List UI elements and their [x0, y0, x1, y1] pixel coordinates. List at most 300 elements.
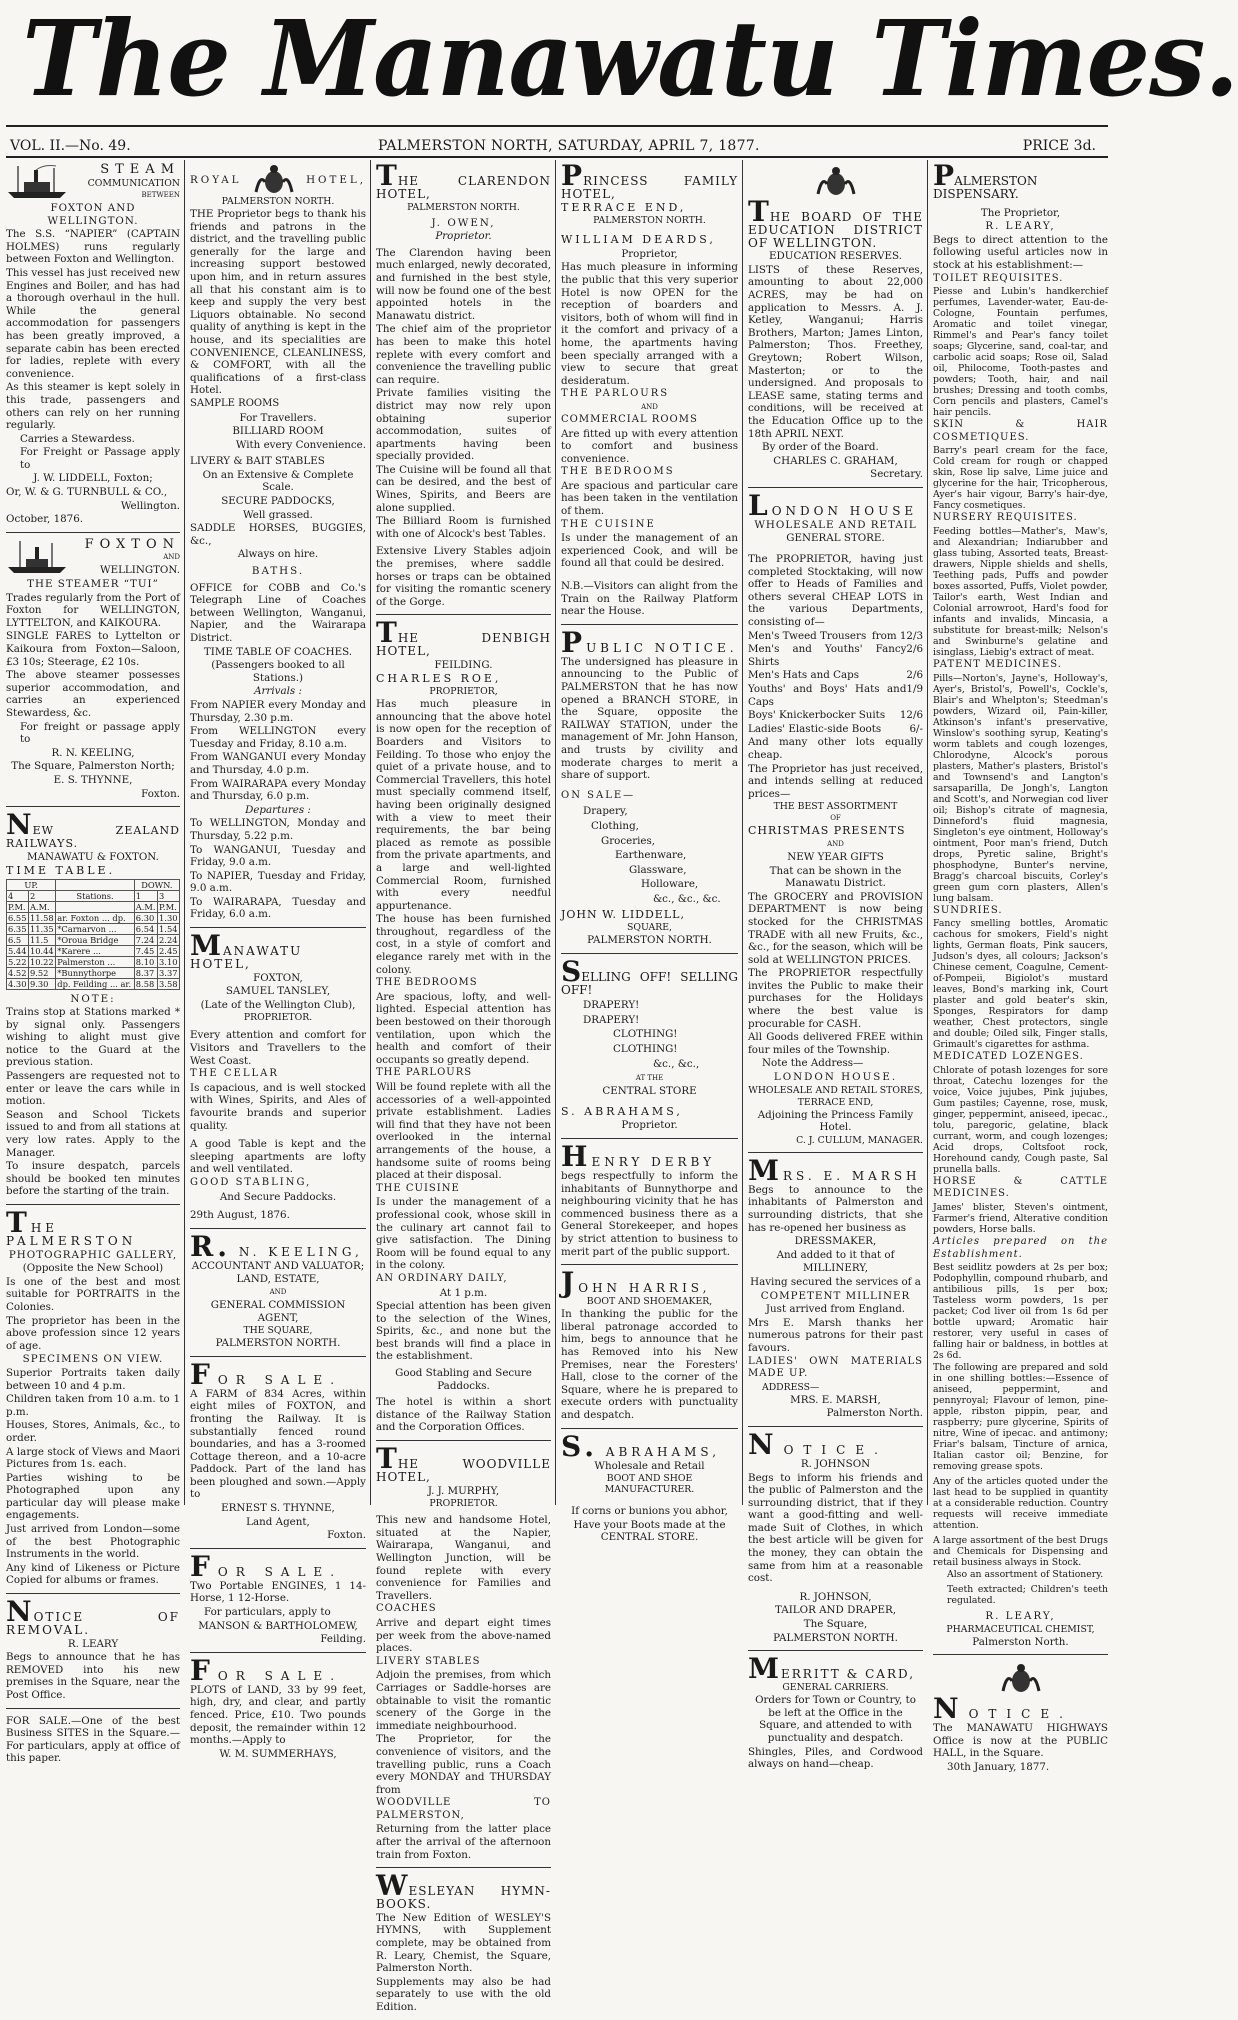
ad-text: On an Extensive & Complete Scale. [202, 468, 354, 494]
table-cell: 4.30 [8, 978, 27, 989]
ad-london-house [748, 490, 923, 1153]
ad-clarendon-hotel [376, 160, 551, 615]
ad-heading: NOTICE. [933, 1692, 1073, 1726]
ad-heading: THE PALMERSTON [6, 1206, 137, 1248]
ad-text: TAILOR AND DRAPER, [774, 1604, 896, 1617]
item-name: Youths' and Boys' Hats and Caps [748, 683, 907, 708]
ad-subheading: R. JOHNSON [800, 1457, 871, 1470]
ad-subheading: THE BEDROOMS [561, 466, 675, 478]
ad-text: Best seidlitz powders at 2s per box; Podophyllin, compound rhubarb, and antibilious pills, 1s per box; Tasteless worm powders, 1s per packet; Cod liver oil from 1s 6d per bottle upward; Aromatic hair restorer, very useful in cases of falling hair or baldness, in bottles at 2s 6d. [933, 1262, 1108, 1362]
table-cell: 7.45 [134, 945, 157, 956]
ad-subheading: PALMERSTON NORTH. [407, 201, 520, 213]
list-item: Clothing, [591, 819, 639, 832]
ad-subheading: COMMUNICATION [87, 177, 180, 189]
ad-text: ERNEST S. THYNNE, [221, 1502, 335, 1515]
ad-text: Just arrived from England. [765, 1303, 906, 1316]
ad-heading: FOR SALE. [190, 1653, 343, 1687]
timetable-header: A.M. [28, 901, 55, 912]
ad-heading: THE BOARD OF THE EDUCATION DISTRICT OF WELLINGTON. [748, 195, 923, 250]
ad-heading: R. N. KEELING, [190, 1229, 363, 1263]
table-cell: 9.30 [28, 978, 55, 989]
list-item: Groceries, [601, 834, 656, 847]
ad-subheading: Arrivals : [254, 685, 302, 698]
ad-text: Private families visiting the district may now rely upon obtaining superior accommodation, suites of apartments having been specially provided. [376, 387, 551, 463]
ad-heading: PUBLIC NOTICE. [561, 625, 738, 659]
ad-heading: FOR SALE. [190, 1549, 343, 1583]
ad-text: MRS. E. MARSH, [790, 1393, 881, 1406]
ad-text: If corns or bunions you abhor, [571, 1505, 728, 1518]
table-cell: 7.24 [134, 934, 157, 945]
ad-text: Secretary. [870, 468, 923, 481]
table-cell: 11.5 [28, 934, 55, 945]
table-cell: 3.58 [159, 978, 178, 989]
ad-text: Feeding bottles—Mather's, Maw's, and Alexandrian; Indiarubber and glass tubing, Assorted teats, Breast-drawers, Nipple shields and shells, Teething pads, Puffs and powder boxes assorted, Puffs, Violet powder, Tailor's earth, West Indian and Colonial arrowroot, Hard's food for infants and invalids, Mincasia, a substitute for breast-milk; Nelson's and Swinburne's gelatine and isinglass, Liebig's extract of meat. [933, 525, 1108, 658]
ad-subheading: WOODVILLE TO PALMERSTON, [376, 1797, 551, 1821]
timetable-title: TIME TABLE. [6, 863, 116, 877]
ad-subheading: THE CELLAR [190, 1068, 279, 1080]
list-item: DRAPERY! [583, 999, 640, 1012]
ad-text: begs respectfully to inform the inhabitants of Bunnythorpe and neighbouring vicinity that he has commenced business there as a General Storekeeper, and hopes by strict attention to business to merit part of the public support. [561, 1170, 738, 1258]
ad-text: The above steamer possesses superior accommodation, and carries an experienced Stewardess, &c. [6, 669, 180, 719]
ad-text: Children taken from 10 a.m. to 1 p.m. [6, 1393, 180, 1418]
ad-text: Is under the management of a professional cook, whose skill in the culinary art cannot fail to give satisfaction. The Dining Room will be found equal to any in the colony. [376, 1196, 551, 1272]
ad-text: The Square, [803, 1618, 868, 1631]
list-item [748, 683, 923, 708]
ad-subheading: ACCOUNTANT AND VALUATOR; [191, 1259, 365, 1272]
ad-text: Is one of the best and most suitable for PORTRAITS in the Colonies. [6, 1275, 180, 1313]
item-name: Men's and Youths' Fancy Shirts [748, 643, 907, 668]
table-cell: 11.35 [28, 923, 55, 934]
ad-heading: ROYAL [190, 173, 242, 186]
ad-subheading: SAMPLE ROOMS [190, 397, 280, 409]
list-item [748, 669, 923, 682]
ad-text: THE Proprietor begs to thank his friends and patrons in the district, and the travelling public generally for the large and increasing support bestowed upon him, and in return assures all that his constant aim is to keep and supply the very best Liquors obtainable. No second quality of anything is kept in the house, and its specialities are CONVENIENCE, CLEANLINESS, & COMFORT, with all the qualifications of a first-class Hotel. [190, 208, 366, 397]
ad-subheading: THE BEDROOMS [376, 977, 478, 989]
ad-subheading: LADIES' OWN MATERIALS MADE UP. [748, 1355, 923, 1380]
ad-text: To WAIRARAPA, Tuesday and Friday, 6.0 a.m. [190, 895, 366, 921]
list-item: Glassware, [629, 863, 687, 876]
table-cell: 6.35 [8, 923, 27, 934]
table-row [7, 978, 180, 989]
ad-text: Or, W. & G. TURNBULL & CO., [6, 486, 168, 499]
table-cell: 9.52 [28, 967, 55, 978]
ad-subheading: SAMUEL TANSLEY, [225, 985, 331, 998]
ad-text: PHARMACEUTICAL CHEMIST, [946, 1623, 1095, 1635]
ad-text: Piesse and Lubin's handkerchief perfumes, Lavender-water, Eau-de-Cologne, Fountain perfumes, Aromatic and toilet vinegar, Rimmel's and Pear's fancy toilet soaps; Glycerine, sand, coal-tar, and carbolic acid soaps; Rose oil, Salad oil, Philocome, Tooth-pastes and powders; Tooth, hair, and nail brushes; Dressing and tooth combs, Corn pencils and plasters, Camel's hair pencils. [933, 286, 1108, 419]
ad-subheading: PROPRIETOR. [429, 1498, 498, 1510]
ad-heading: MERRITT & CARD, [748, 1652, 916, 1686]
table-cell: 1.30 [159, 912, 178, 923]
column-2 [190, 160, 366, 1760]
ad-subheading: WHOLESALE AND RETAIL [754, 518, 917, 531]
steamship-icon [6, 164, 70, 202]
ad-merritt-card [748, 1653, 923, 1777]
ad-text: To WELLINGTON, Monday and Thursday, 5.22 p.m. [190, 817, 366, 842]
ad-heading: WESLEYAN HYMN-BOOKS. [376, 1869, 551, 1912]
ad-text: The chief aim of the proprietor has been to make this hotel replete with every comfort and convenience the travelling public can require. [376, 323, 551, 386]
ad-text: FOR SALE.—One of the best Business SITES in the Square.—For particulars, apply at office of this paper. [6, 1714, 180, 1765]
ad-for-sale-farm [190, 1359, 366, 1549]
ad-text: The hotel is within a short distance of the Railway Station and the Corporation Offices. [376, 1396, 551, 1434]
sale-items-list [561, 805, 738, 905]
ad-text: The proprietor has been in the above profession since 12 years of age. [6, 1314, 180, 1352]
ad-text: Note the Address— [762, 1057, 864, 1070]
ad-subheading: Wholesale and Retail [594, 1459, 705, 1472]
ad-subheading: MILLINERY, [802, 1262, 869, 1275]
ad-notice-removal [6, 1596, 180, 1709]
timetable-header: P.M. [7, 901, 29, 912]
ad-subheading: AND [641, 402, 658, 411]
ad-text: Foxton. [327, 1529, 366, 1542]
ad-text: Always on hire. [237, 548, 319, 561]
ad-text: J. W. LIDDELL, Foxton; [33, 472, 153, 485]
ad-subheading: S. ABRAHAMS, [561, 1104, 683, 1118]
timetable-header: DOWN. [134, 879, 179, 890]
timetable-header: 4 [7, 890, 29, 901]
ad-text: For Travellers. [239, 411, 317, 424]
ad-subheading: CHARLES ROE, [376, 671, 502, 685]
ad-mrs-marsh [748, 1155, 923, 1427]
ad-text: R. LEARY, [985, 1610, 1056, 1623]
ad-subheading: The Proprietor, [980, 206, 1061, 219]
ad-text: Adjoining the Princess Family Hotel. [757, 1108, 914, 1134]
masthead-rule [6, 125, 1108, 127]
ad-text: Houses, Stores, Animals, &c., to order. [6, 1419, 180, 1444]
ad-text: This new and handsome Hotel, situated at the Napier, Wairarapa, Wanganui, and Wellington Junction, will be found replete with every convenience for Families and Travellers. [376, 1514, 551, 1602]
ad-rn-keeling [190, 1231, 366, 1357]
ad-text: Palmerston North. [972, 1635, 1069, 1648]
ad-text: For freight or passage apply to [20, 720, 180, 746]
table-cell: 4.52 [8, 967, 27, 978]
ad-subheading: SECURE PADDOCKS, [221, 495, 335, 508]
ad-heading: SELLING OFF! SELLING OFF! [561, 954, 738, 997]
ad-subheading: FOXTON, [253, 971, 303, 984]
table-row [7, 945, 180, 956]
selling-off-list [561, 999, 738, 1070]
column-1 [6, 160, 180, 1765]
ad-text: Is under the management of an experienced Cook, and will be found all that could be desired. [561, 532, 738, 570]
ad-subheading: TIME TABLE OF COACHES. [203, 645, 353, 658]
ad-date: 30th January, 1877. [947, 1761, 1050, 1774]
table-cell: 6.55 [8, 912, 27, 923]
ad-heading: PALMERSTON DISPENSARY. [933, 159, 1038, 201]
ad-subheading: SKIN & HAIR COSMETIQUES. [933, 419, 1108, 443]
ad-woodville-hotel [376, 1443, 551, 1868]
ad-s-abrahams [561, 1431, 738, 1550]
ad-text: All Goods delivered FREE within four miles of the Township. [748, 1031, 923, 1056]
ad-text: E. S. THYNNE, [53, 773, 133, 786]
item-name: Men's Hats and Caps [748, 669, 859, 682]
ad-heading: S. ABRAHAMS, [561, 1429, 721, 1463]
table-row [7, 934, 180, 945]
ad-subheading: (Late of the Wellington Club), [200, 998, 356, 1011]
table-cell: 10.22 [28, 956, 55, 967]
table-cell: 1.54 [159, 923, 178, 934]
ad-subheading: WILLIAM DEARDS, [561, 233, 716, 247]
ad-subheading: J. OWEN, [431, 216, 496, 229]
ad-for-sale-site [6, 1711, 180, 1771]
ad-text: CHARLES C. GRAHAM, [773, 454, 898, 467]
ad-text: R. N. KEELING, [51, 746, 135, 759]
ad-heading: LONDON HOUSE [748, 488, 918, 522]
ad-subheading: THE CUISINE [561, 518, 656, 530]
ad-steam-napier [6, 160, 180, 533]
ad-subheading: PATENT MEDICINES. [933, 658, 1062, 670]
table-cell: *Bunnythorpe [56, 967, 135, 978]
ad-subheading: EDUCATION RESERVES. [769, 250, 902, 263]
ad-text: Proprietor. [621, 1119, 678, 1132]
list-item: Earthenware, [615, 849, 687, 862]
ad-text: From WELLINGTON every Tuesday and Friday, 8.10 a.m. [190, 725, 366, 750]
ad-manawatu-hotel [190, 930, 366, 1229]
ad-text: (Passengers booked to all Stations.) [211, 659, 345, 684]
ad-railways [6, 809, 180, 1205]
ad-text: The following are prepared and sold in one shilling bottles:—Essence of aniseed, peppermint, and pennyroyal; Flavour of lemon, pine-apple, ribston pippin, pear, and raspberry; pure glycerine, Spirits of nitre, Wine of ipecac. and antimony; Friar's balsam, Tincture of arnica, Italian castor oil; Benzine, for removing grease spots. [933, 1362, 1108, 1473]
table-cell: 8.58 [134, 978, 157, 989]
ad-text: Wellington. [120, 499, 180, 512]
timetable-header: P.M. [158, 901, 180, 912]
column-6 [933, 159, 1108, 1774]
ad-text: Fancy smelling bottles, Aromatic cachous for smokers, Field's night lights, German floats, Pink saucers, Judson's dyes, all colours; Jackson's Chinese cement, Coagulne, Cement-of-Pompeii, Bigiolot's mustard leaves, Bond's marking ink, Court plaster and gold beater's skin, Sponges, Respirators for damp weather, Chest protectors, single and double; Oiled silk, Finger stalls, Grimault's cigarettes for asthma. [933, 918, 1108, 1051]
ad-subheading: PALMERSTON NORTH. [215, 1337, 341, 1350]
ad-heading: MANAWATU HOTEL, [190, 929, 303, 972]
ad-text: SINGLE FARES to Lyttelton or Kaikoura from Foxton—Saloon, £3 10s; Steerage, £2 10s. [6, 630, 180, 668]
ad-text: LISTS of these Reserves, amounting to about 22,000 ACRES, may be had on application to Messrs. A. J. Ketley, Wanganui; Harris Brothers, Marton; James Linton, Palmerston; Thos. Freethey, Greytown; Robert Wilson, Masterton; or to the undersigned. And proposals to LEASE same, stating terms and conditions, will be received at the Education Office up to the 18th APRIL NEXT. [748, 263, 923, 440]
ad-text: Are spacious, lofty, and well-lighted. Especial attention has been bestowed on their thorough ventilation, upon which the health and comfort of their occupants so greatly depend. [376, 990, 551, 1066]
list-item [748, 630, 923, 643]
ad-text: Chlorate of potash lozenges for sore throat, Catechu lozenges for the voice, Voice jujubes, Pink jujubes, Gum pastiles; Cayenne, rose, musk, ginger, peppermint, aniseed, ipecac., tolu, paregoric, gelatine, black currant, worm, and cough lozenges; Acid drops, Coltsfoot rock, Horehound candy, Cough paste, Sal prunella balls. [933, 1064, 1108, 1175]
table-row [7, 956, 180, 967]
volume-number: VOL. II.—No. 49. [10, 138, 131, 154]
ad-henry-derby [561, 1141, 738, 1265]
ad-text: The GROCERY and PROVISION DEPARTMENT is now being stocked for the CHRISTMAS TRADE with all new Fruits, &c., &c., for the season, which will be sold at WELLINGTON PRICES. [748, 890, 923, 966]
table-cell: Palmerston ... [56, 956, 135, 967]
list-item [748, 723, 923, 736]
ad-subheading: COMMERCIAL ROOMS [561, 413, 698, 425]
ad-subheading: LAND, ESTATE, [236, 1273, 320, 1286]
ad-text: For particulars, apply to [204, 1606, 331, 1619]
ad-subheading: CHRISTMAS PRESENTS [748, 824, 906, 838]
ad-denbigh-hotel [376, 617, 551, 1441]
ad-text: Well grassed. [243, 508, 313, 521]
ad-subheading: PROPRIETOR. [243, 1012, 313, 1024]
ad-text: Carries a Stewardess. [20, 432, 135, 445]
table-cell: 6.30 [134, 912, 157, 923]
ad-text: Teeth extracted; Children's teeth regulated. [947, 1584, 1108, 1607]
ad-text: Are fitted up with every attention to comfort and business convenience. [561, 427, 738, 465]
ad-text: OFFICE for COBB and Co.'s Telegraph Line of Coaches between Wellington, Wanganui, Napier, and the Wairarapa District. [190, 581, 366, 644]
royal-crest-icon [999, 1663, 1043, 1695]
ad-text: Superior Portraits taken daily between 10 and 4 p.m. [6, 1366, 180, 1392]
ad-text: TERRACE END, [797, 1096, 874, 1108]
ad-text: The undersigned has pleasure in announcing to the Public of PALMERSTON that he has now opened a BRANCH STORE, in the Square, opposite the RAILWAY STATION, under the management of Mr. John Hanson, and trusts by civility and moderate charges to merit a share of support. [561, 655, 738, 782]
ad-subheading: AN ORDINARY DAILY, [376, 1272, 508, 1284]
ad-text: Begs to direct attention to the following useful articles now in stock at his establishment:— [933, 233, 1108, 271]
timetable-header: Stations. [56, 890, 135, 901]
ad-text: Palmerston North. [826, 1407, 923, 1420]
ad-text: And many other lots equally cheap. [748, 736, 923, 761]
ad-wesleyan-hymn-books [376, 1870, 551, 2019]
ad-date: October, 1876. [6, 513, 84, 526]
ad-text: Begs to announce to the inhabitants of Palmerston and surrounding districts, that she has re-opened her business as [748, 1183, 923, 1234]
ad-text: As this steamer is kept solely in this trade, passengers and others can rely on her running regularly. [6, 381, 180, 432]
ad-subheading: FOXTON AND WELLINGTON. [47, 202, 139, 227]
ad-text: PALMERSTON NORTH. [773, 1631, 898, 1644]
ad-text: And Secure Paddocks. [219, 1190, 337, 1203]
ad-text: That can be shown in the Manawatu District. [769, 864, 902, 890]
list-item: CLOTHING! [613, 1028, 678, 1041]
ad-text: Having secured the services of a [750, 1275, 921, 1288]
ad-text: The PROPRIETOR, having just completed Stocktaking, will now offer to Heads of Families and others several CHEAP LOTS in the various Departments, consisting of— [748, 553, 923, 629]
table-cell: 2.45 [159, 945, 178, 956]
ad-text: And added to it that of [776, 1248, 895, 1261]
ad-subheading: SPECIMENS ON VIEW. [22, 1353, 164, 1366]
ad-heading: NEW ZEALAND RAILWAYS. [6, 808, 180, 850]
royal-crest-icon [252, 164, 296, 196]
ad-subheading: Departures : [245, 803, 311, 816]
table-cell: 3.10 [159, 956, 178, 967]
ad-subheading: LONDON HOUSE. [773, 1071, 898, 1084]
ad-text: Trains stop at Stations marked * by signal only. Passengers wishing to alight must give notice to the Guard at the previous station. [6, 1006, 180, 1069]
item-price: 1/9 [906, 683, 923, 695]
column-3 [376, 159, 551, 2013]
ad-text: Shingles, Piles, and Cordwood always on hand—cheap. [748, 1745, 923, 1771]
table-row [7, 923, 180, 934]
column-divider [184, 160, 185, 1505]
ad-heading: FOR SALE. [190, 1357, 343, 1391]
ad-subheading: THE SQUARE, [243, 1325, 313, 1337]
item-price: 2/6 [906, 669, 923, 682]
ad-heading: PRINCESS FAMILY HOTEL, [561, 159, 738, 201]
ad-subheading: GENERAL COMMISSION AGENT, [210, 1298, 346, 1324]
ad-text: To NAPIER, Tuesday and Friday, 9.0 a.m. [190, 869, 366, 895]
ad-text: A good Table is kept and the sleeping apartments are lofty and well ventilated. [190, 1138, 366, 1176]
ad-text: For Freight or Passage apply to [20, 446, 180, 471]
ad-text: PALMERSTON NORTH. [587, 934, 712, 947]
table-cell: *Oroua Bridge [56, 934, 135, 945]
ad-text: This vessel has just received new Engines and Boiler, and has had a thorough overhaul in the hull. While the general accommodation for passengers has been greatly improved, a separate cabin has been erected for ladies, replete with every convenience. [6, 266, 180, 380]
ad-text: Land Agent, [246, 1515, 310, 1528]
place-date: PALMERSTON NORTH, SATURDAY, APRIL 7, 1877. [378, 138, 760, 154]
ad-text: R. JOHNSON, [799, 1590, 872, 1603]
ad-text: N.B.—Visitors can alight from the Train on the Railway Platform near the House. [561, 580, 738, 618]
ad-public-notice [561, 627, 738, 954]
price-list [748, 630, 923, 736]
ad-text: Every attention and comfort for Visitors and Travellers to the West Coast. [190, 1029, 366, 1067]
table-row [7, 967, 180, 978]
ad-text: Parties wishing to be Photographed upon any particular day will please make engagements. [6, 1471, 180, 1522]
ad-text: The house has been furnished throughout, regardless of the cost, in a style of comfort and elegance rarely met with in the colony. [376, 913, 551, 976]
ad-r-johnson [748, 1429, 923, 1651]
item-name: Ladies' Elastic-side Boots [748, 722, 882, 735]
ad-subheading: AND [163, 553, 180, 562]
ad-subheading: NURSERY REQUISITES. [933, 512, 1078, 524]
ad-text: The Proprietor, for the convenience of visitors, and the travelling public, runs a Coach every MONDAY and THURSDAY from [376, 1733, 551, 1796]
table-cell: dp. Feilding ... ar. [56, 978, 135, 989]
ad-text: Pills—Norton's, Jayne's, Holloway's, Ayer's, Bristol's, Powell's, Cockle's, Blair's and Whelpton's; Steedman's powders, Wizard oil, Pain-killer, Atkinson's infant's preservative, Winslow's soothing syrup, Keating's worm tablets and cough lozenges, Chlorodyne, Alcock's porous plasters, Mather's plasters, Bristol's and Townsend's and Langton's sarsaparilla, De Jongh's, Langton and Scott's, and Norwegian cod liver oil; Bishop's citrate of magnesia, Dinneford's fluid magnesia, Singleton's eye ointment, Holloway's ointment, Poor man's friend, Dutch drops, Pyretic saline, Bright's phosphodyne, Bunter's nervine, Bragg's charcoal biscuits, Corley's green gum corn plasters, Allen's lung balsam. [933, 672, 1108, 904]
ad-text: From NAPIER every Monday and Thursday, 2.30 p.m. [190, 698, 366, 724]
column-divider [742, 160, 743, 1505]
ad-text: Passengers are requested not to enter or leave the cars while in motion. [6, 1070, 180, 1108]
ad-text: Has much pleasure in announcing that the above hotel is now open for the reception of Boarders and Visitors to Feilding. To those who enjoy the quiet of a private house, and to Commercial Travellers, this hotel must specially commend itself, having been originally designed with a view to meet their requirements, the bar being placed as remote as possible from the private apartments, and a large and well-lighted Commercial Room, furnished with every needful appurtenance. [376, 698, 551, 912]
ad-text: With every Convenience. [235, 438, 366, 451]
table-cell: 5.22 [8, 956, 27, 967]
ad-text: Any kind of Likeness or Picture Copied for albums or frames. [6, 1561, 180, 1587]
ad-text: From WANGANUI every Monday and Thursday, 4.0 p.m. [190, 751, 366, 776]
ad-for-sale-engines [190, 1551, 366, 1653]
table-cell: 10.44 [28, 945, 55, 956]
ad-subheading: THE BEST ASSORTMENT [773, 801, 898, 813]
ad-heading: HENRY DERBY [561, 1140, 716, 1174]
ad-text: The Square, Palmerston North; [11, 760, 175, 773]
ad-text: Foxton. [141, 787, 180, 800]
ad-education-board [748, 160, 923, 488]
ad-subheading: OF [830, 814, 841, 823]
list-item: DRAPERY! [583, 1013, 640, 1026]
ad-subheading: GENERAL CARRIERS. [782, 1682, 889, 1694]
ad-text: W. M. SUMMERHAYS, [219, 1747, 337, 1760]
ad-subheading: SUNDRIES. [933, 904, 1003, 916]
ad-text: Also an assortment of Stationery. [947, 1569, 1104, 1581]
ad-text: To WANGANUI, Tuesday and Friday, 9.0 a.m. [190, 843, 366, 869]
ad-text: Feilding. [320, 1633, 366, 1646]
column-divider [555, 160, 556, 1505]
steamship-icon [6, 539, 70, 577]
timetable-header: 3 [158, 890, 180, 901]
ad-subheading: BOOT AND SHOEMAKER, [586, 1296, 713, 1308]
list-item [748, 643, 923, 668]
ad-text: Supplements may also be had separately to use with the old Edition. [376, 1975, 551, 2013]
ad-subheading: CENTRAL STORE [602, 1085, 697, 1098]
ad-text: Will be found replete with all the accessories of a well-appointed private establishment. Ladies will find that they have not been overlooked in the internal arrangements of the house, a handsome suite of rooms being placed at their disposal. [376, 1081, 551, 1182]
list-item: &c., &c., &c. [653, 892, 721, 905]
table-cell: 6.54 [134, 923, 157, 934]
ad-heading: FOXTON [84, 536, 180, 552]
dateline [8, 138, 1106, 157]
ad-subheading: THE STEAMER “TUI” [27, 578, 159, 591]
ad-subheading: COMPETENT MILLINER [760, 1289, 911, 1302]
ad-text: WHOLESALE AND RETAIL STORES, [748, 1084, 923, 1096]
table-cell: 8.37 [134, 967, 157, 978]
ad-highways-notice [933, 1657, 1108, 1779]
ad-text: The PROPRIETOR respectfully invites the Public to make their purchases for the Holidays where the best value is procurable for CASH. [748, 967, 923, 1030]
ad-subheading: THE PARLOURS [376, 1067, 473, 1079]
column-divider [927, 160, 928, 1505]
ad-subheading: NOTE: [70, 992, 116, 1005]
ad-subheading: BATHS. [251, 565, 305, 578]
ad-text: Begs to inform his friends and the public of Palmerston and the surrounding district, that if they want a good-fitting and well-made Suit of Clothes, in which the best article will be given for the money, they can obtain the same from him at a reasonable cost. [748, 1471, 923, 1585]
ad-subheading: BOOT AND SHOE MANUFACTURER. [604, 1473, 695, 1496]
table-cell: *Carnarvon ... [56, 923, 135, 934]
ad-text: The Proprietor has just received, and intends selling at reduced prices— [748, 762, 923, 800]
ad-text: Any of the articles quoted under the last head to be supplied in quantity at a considerable reduction. Country requests will receive immediate attention. [933, 1476, 1108, 1532]
table-cell: 8.10 [134, 956, 157, 967]
ad-text: Begs to announce that he has REMOVED into his new premises in the Square, near the Post Office. [6, 1651, 180, 1701]
ad-text: Just arrived from London—some of the best Photographic Instruments in the world. [6, 1523, 180, 1561]
column-divider [370, 160, 371, 1505]
ad-subheading: ON SALE— [561, 789, 636, 801]
table-cell: 11.58 [28, 912, 55, 923]
ad-text: By order of the Board. [762, 441, 879, 454]
ad-heading: THE CLARENDON HOTEL, [376, 159, 551, 201]
ad-text: James' blister, Steven's ointment, Farmer's friend, Alterative condition powders, Horse balls. [933, 1201, 1108, 1235]
ad-text: A large assortment of the best Drugs and Chemicals for Dispensing and retail business always in Stock. [933, 1535, 1108, 1569]
timetable-header: A.M. [135, 901, 156, 912]
ad-heading: MRS. E. MARSH [748, 1153, 921, 1187]
ad-subheading: R. LEARY, [985, 220, 1056, 233]
ad-subheading: PHOTOGRAPHIC GALLERY, [8, 1248, 178, 1261]
list-item: Holloware, [641, 878, 699, 891]
